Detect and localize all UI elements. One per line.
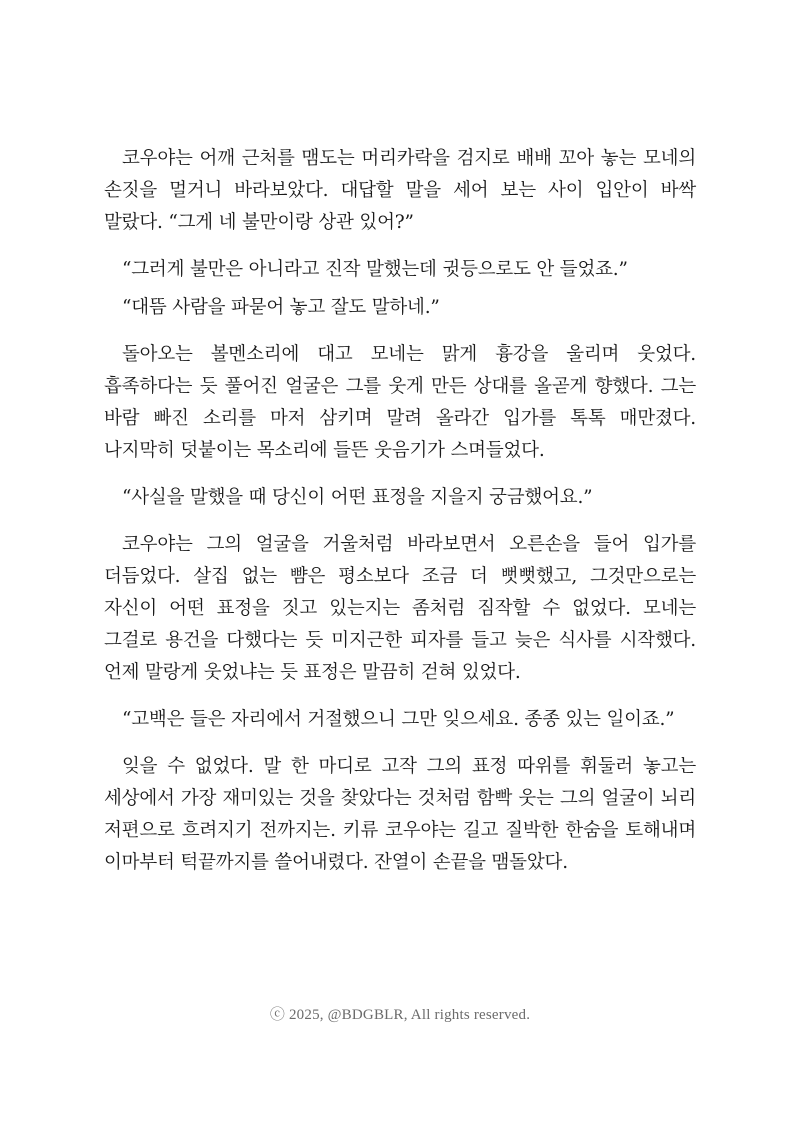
paragraph-1: 코우야는 어깨 근처를 맴도는 머리카락을 검지로 배배 꼬아 놓는 모네의 손짓을 멀거니 바라보았다. 대답할 말을 세어 보는 사이 입안이 바싹 말랐다. “그게 네 불만이랑 상관 있어?”	[104, 148, 696, 233]
paragraph-6: 코우야는 그의 얼굴을 거울처럼 바라보면서 오른손을 들어 입가를 더듬었다. 살집 없는 뺨은 평소보다 조금 더 뻣뻣했고, 그것만으로는 자신이 어떤 표정을 짓고 있는지는 좀처럼 짐작할 수 없었다. 모네는 그걸로 용건을 다했다는 듯 미지근한 피자를 들고 늦은 식사를 시작했다. 언제 말랑게 웃었냐는 듯 표정은 말끔히 걷혀 있었다.	[104, 534, 696, 683]
copyright-notice: ⓒ 2025, @BDGBLR, All rights reserved.	[269, 1007, 531, 1023]
paragraph-3: “대뜸 사람을 파묻어 놓고 잘도 말하네.”	[122, 297, 440, 318]
paragraph-7: “고백은 들은 자리에서 거절했으니 그만 잊으세요. 종종 있는 일이죠.”	[122, 709, 675, 730]
paragraph-5: “사실을 말했을 때 당신이 어떤 표정을 지을지 궁금했어요.”	[122, 487, 593, 508]
paragraph-8: 잊을 수 없었다. 말 한 마디로 고작 그의 표정 따위를 휘둘러 놓고는 세상에서 가장 재미있는 것을 찾았다는 것처럼 함빡 웃는 그의 얼굴이 뇌리 저편으로 흐려지기 전까지는. 키류 코우야는 길고 질박한 한숨을 토해내며 이마부터 턱끝까지를 쓸어내렸다. 잔열이 손끝을 맴돌았다.	[104, 756, 696, 873]
paragraph-2: “그러게 불만은 아니라고 진작 말했는데 귓등으로도 안 들었죠.”	[122, 259, 628, 280]
paragraph-4: 돌아오는 볼멘소리에 대고 모네는 맑게 흉강을 울리며 웃었다. 흡족하다는 듯 풀어진 얼굴은 그를 웃게 만든 상대를 올곧게 향했다. 그는 바람 빠진 소리를 마저 삼키며 말려 올라간 입가를 톡톡 매만졌다. 나지막히 덧붙이는 목소리에 들뜬 웃음기가 스며들었다.	[104, 344, 696, 461]
story-text	[104, 143, 696, 879]
